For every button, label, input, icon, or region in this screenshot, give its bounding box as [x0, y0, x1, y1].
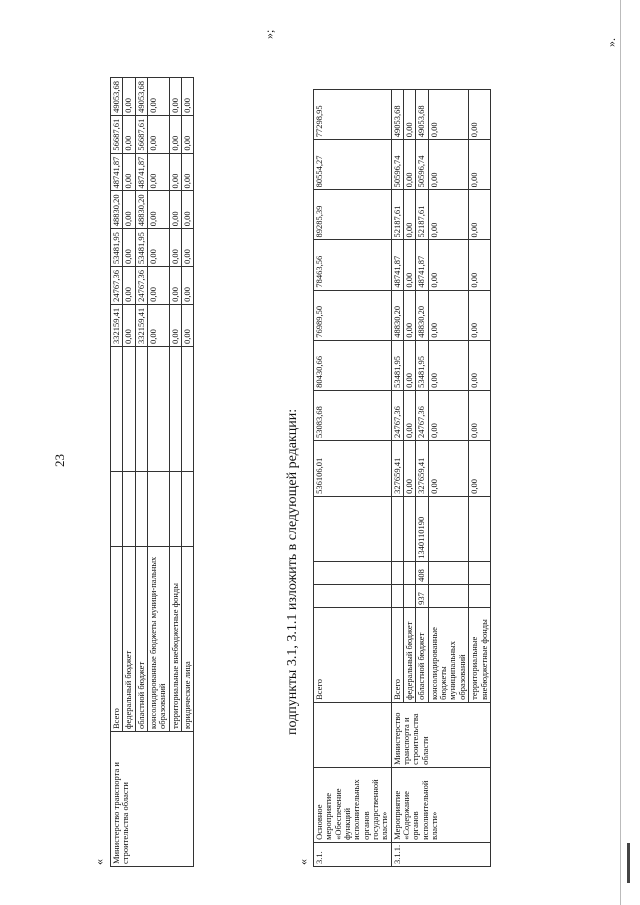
value-cell: 0,00	[182, 191, 194, 229]
value-cell: 56687,61	[111, 115, 123, 153]
value-cell: 0,00	[404, 340, 416, 390]
row-label: областной бюджет	[416, 607, 428, 702]
grbs-code: 937	[416, 584, 428, 607]
value-cell: 0,00	[169, 304, 181, 346]
row-label: территориальные внебюджетные фонды	[169, 547, 181, 732]
value-cell: 89285,39	[314, 190, 392, 240]
value-cell: 0,00	[428, 290, 468, 340]
value-cell: 0,00	[428, 90, 468, 140]
value-cell: 0,00	[182, 304, 194, 346]
amendment-heading: подпункты 3.1, 3.1.1 изложить в следующей редакции:	[285, 408, 300, 735]
item-number: 3.1.	[314, 842, 392, 866]
value-cell: 0,00	[182, 78, 194, 116]
value-cell: 0,00	[148, 153, 170, 191]
value-cell: 536106,01	[314, 440, 392, 496]
value-cell: 0,00	[428, 440, 468, 496]
value-cell: 0,00	[148, 304, 170, 346]
value-cell: 0,00	[148, 229, 170, 267]
value-cell: 0,00	[469, 140, 491, 190]
value-cell: 0,00	[123, 153, 135, 191]
value-cell: 0,00	[148, 191, 170, 229]
quote-open: «	[92, 859, 106, 865]
value-cell: 327659,41	[416, 440, 428, 496]
value-cell: 0,00	[404, 140, 416, 190]
value-cell: 332159,41	[135, 304, 147, 346]
value-cell: 53481,95	[135, 229, 147, 267]
value-cell: 0,00	[123, 229, 135, 267]
value-cell: 0,00	[404, 90, 416, 140]
value-cell: 0,00	[182, 267, 194, 305]
value-cell: 53481,95	[391, 340, 403, 390]
value-cell: 0,00	[182, 115, 194, 153]
value-cell: 48741,87	[135, 153, 147, 191]
value-cell: 332159,41	[111, 304, 123, 346]
value-cell: 0,00	[404, 290, 416, 340]
item-name: Мероприятие «Содержание органов исполнительной власти»	[391, 767, 490, 842]
value-cell: 49053,68	[111, 78, 123, 116]
value-cell: 24767,36	[391, 390, 403, 440]
value-cell: 0,00	[169, 191, 181, 229]
value-cell: 0,00	[148, 267, 170, 305]
value-cell: 0,00	[123, 304, 135, 346]
value-cell: 48830,20	[416, 290, 428, 340]
value-cell: 0,00	[182, 229, 194, 267]
item-name: Основное мероприятие «Обеспечение функций исполнительных органов государственной власти»	[314, 767, 392, 842]
csr-code: 1340110190	[416, 496, 428, 561]
binding-mark	[627, 843, 630, 883]
value-cell: 52187,61	[416, 190, 428, 240]
row-label: Всего	[111, 547, 123, 732]
value-cell: 80554,27	[314, 140, 392, 190]
value-cell: 48830,20	[391, 290, 403, 340]
value-cell: 0,00	[404, 240, 416, 290]
value-cell: 48830,20	[111, 191, 123, 229]
row-label: Всего	[391, 607, 403, 702]
value-cell: 0,00	[469, 240, 491, 290]
value-cell: 0,00	[404, 190, 416, 240]
value-cell: 0,00	[428, 390, 468, 440]
value-cell: 0,00	[428, 140, 468, 190]
quote-open-2: «	[296, 859, 310, 865]
value-cell: 50596,74	[416, 140, 428, 190]
value-cell: 0,00	[469, 90, 491, 140]
row-label: юридические лица	[182, 547, 194, 732]
value-cell: 53083,68	[314, 390, 392, 440]
scan-edge-line	[620, 0, 621, 905]
table-row	[391, 90, 403, 867]
value-cell: 0,00	[123, 191, 135, 229]
value-cell: 0,00	[428, 190, 468, 240]
row-label: областной бюджет	[135, 547, 147, 732]
value-cell: 24767,36	[111, 267, 123, 305]
executor-cell: Министерство транспорта и строительства области	[391, 702, 490, 767]
value-cell: 0,00	[469, 440, 491, 496]
value-cell: 77298,95	[314, 90, 392, 140]
item-number: 3.1.1.	[391, 842, 490, 866]
value-cell: 0,00	[148, 115, 170, 153]
quote-close-2: ».	[604, 38, 618, 47]
value-cell: 0,00	[182, 153, 194, 191]
value-cell: 53481,95	[416, 340, 428, 390]
value-cell: 48741,87	[391, 240, 403, 290]
table-main-activity	[313, 89, 491, 867]
value-cell: 48830,20	[135, 191, 147, 229]
page-number: 23	[52, 454, 67, 467]
value-cell: 0,00	[469, 340, 491, 390]
value-cell: 78463,56	[314, 240, 392, 290]
quote-close: »;	[262, 29, 276, 39]
row-label: Всего	[314, 607, 392, 702]
value-cell: 80430,66	[314, 340, 392, 390]
value-cell: 50596,74	[391, 140, 403, 190]
value-cell: 52187,61	[391, 190, 403, 240]
row-label: федеральный бюджет	[404, 607, 416, 702]
value-cell: 0,00	[428, 240, 468, 290]
row-label: федеральный бюджет	[123, 547, 135, 732]
row-label: территориальные внебюджетные фонды	[469, 607, 491, 702]
value-cell: 24767,36	[135, 267, 147, 305]
value-cell: 0,00	[148, 78, 170, 116]
value-cell: 0,00	[123, 115, 135, 153]
value-cell: 49053,68	[135, 78, 147, 116]
value-cell: 0,00	[169, 78, 181, 116]
value-cell: 49053,68	[391, 90, 403, 140]
value-cell: 0,00	[169, 229, 181, 267]
value-cell: 24767,36	[416, 390, 428, 440]
row-label: консолидированные бюджеты муници-пальных образований	[148, 547, 170, 732]
value-cell: 0,00	[469, 390, 491, 440]
value-cell: 49053,68	[416, 90, 428, 140]
table-row	[314, 90, 392, 867]
value-cell: 0,00	[123, 78, 135, 116]
value-cell: 48741,87	[416, 240, 428, 290]
value-cell: 53481,95	[111, 229, 123, 267]
row-label: консолидированные бюджеты муниципальных образований	[428, 607, 468, 702]
value-cell: 0,00	[169, 153, 181, 191]
value-cell: 0,00	[404, 390, 416, 440]
value-cell: 0,00	[428, 340, 468, 390]
value-cell: 0,00	[469, 190, 491, 240]
value-cell: 56687,61	[135, 115, 147, 153]
value-cell: 0,00	[123, 267, 135, 305]
rz-code: 408	[416, 561, 428, 584]
value-cell: 76989,50	[314, 290, 392, 340]
executor-cell: Министерство транспорта и строительства области	[111, 732, 194, 867]
table-row	[111, 78, 123, 867]
value-cell: 0,00	[169, 115, 181, 153]
value-cell: 0,00	[169, 267, 181, 305]
value-cell: 0,00	[469, 290, 491, 340]
value-cell: 48741,87	[111, 153, 123, 191]
value-cell: 0,00	[404, 440, 416, 496]
table-ministry-funding	[110, 77, 194, 867]
value-cell: 327659,41	[391, 440, 403, 496]
